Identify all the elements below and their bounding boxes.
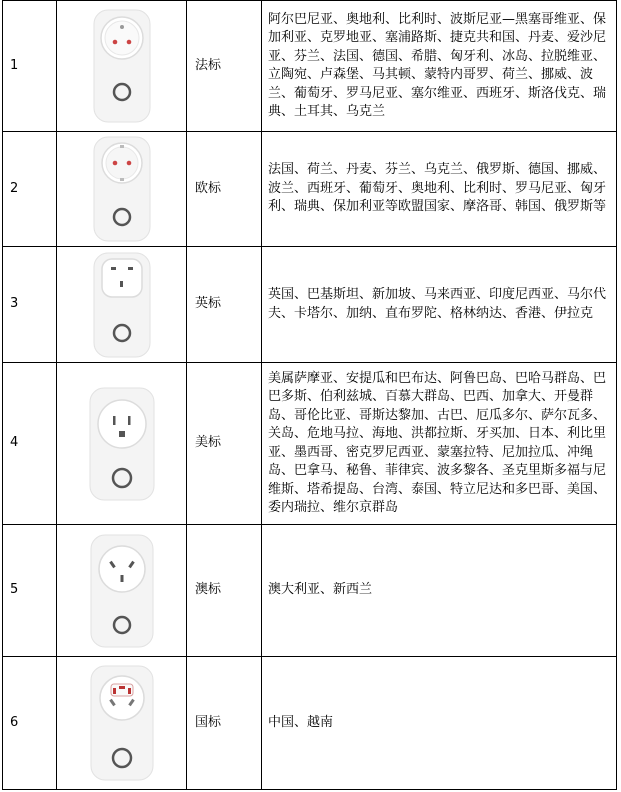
countries-text: 中国、越南 <box>262 657 617 790</box>
table-row <box>3 247 617 363</box>
australian-plug-icon <box>89 533 155 649</box>
french-plug-icon <box>92 8 152 124</box>
standard-label: 英标 <box>187 247 262 363</box>
us-plug-icon <box>88 386 156 502</box>
european-plug-icon <box>92 135 152 243</box>
table-row <box>3 363 617 525</box>
table-row <box>3 657 617 790</box>
countries-text: 英国、巴基斯坦、新加坡、马来西亚、印度尼西亚、马尔代夫、卡塔尔、加纳、直布罗陀、格林纳达、香港、伊拉克 <box>262 247 617 363</box>
row-number: 5 <box>3 525 57 657</box>
plug-image-cell <box>57 657 187 790</box>
standard-label: 法标 <box>187 1 262 132</box>
plug-image-cell <box>57 363 187 525</box>
row-number: 2 <box>3 132 57 247</box>
chinese-plug-icon <box>89 664 155 782</box>
plug-image-cell <box>57 132 187 247</box>
plug-standards-table <box>2 0 617 790</box>
uk-plug-icon <box>92 251 152 359</box>
plug-image-cell <box>57 247 187 363</box>
countries-text: 美属萨摩亚、安提瓜和巴布达、阿鲁巴岛、巴哈马群岛、巴巴多斯、伯利兹城、百慕大群岛、巴西、加拿大、开曼群岛、哥伦比亚、哥斯达黎加、古巴、厄瓜多尔、萨尔瓦多、关岛、危地马拉、海地、洪都拉斯、牙买加、日本、利比里亚、墨西哥、密克罗尼西亚、蒙塞拉特、尼加拉瓜、冲绳岛、巴拿马、秘鲁、菲律宾、波多黎各、圣克里斯多福与尼维斯、塔希提岛、台湾、泰国、特立尼达和多巴哥、美国、委内瑞拉、维尔京群岛 <box>262 363 617 525</box>
row-number: 3 <box>3 247 57 363</box>
table-row <box>3 1 617 132</box>
plug-image-cell <box>57 525 187 657</box>
standard-label: 美标 <box>187 363 262 525</box>
standard-label: 欧标 <box>187 132 262 247</box>
standard-label: 澳标 <box>187 525 262 657</box>
countries-text: 阿尔巴尼亚、奥地利、比利时、波斯尼亚—黑塞哥维亚、保加利亚、克罗地亚、塞浦路斯、捷克共和国、丹麦、爱沙尼亚、芬兰、法国、德国、希腊、匈牙利、冰岛、拉脱维亚、立陶宛、卢森堡、马其顿、蒙特内哥罗、荷兰、挪威、波兰、葡萄牙、罗马尼亚、塞尔维亚、西班牙、斯洛伐克、瑞典、土耳其、乌克兰 <box>262 1 617 132</box>
row-number: 1 <box>3 1 57 132</box>
row-number: 4 <box>3 363 57 525</box>
standard-label: 国标 <box>187 657 262 790</box>
plug-image-cell <box>57 1 187 132</box>
table-row <box>3 525 617 657</box>
countries-text: 法国、荷兰、丹麦、芬兰、乌克兰、俄罗斯、德国、挪威、波兰、西班牙、葡萄牙、奥地利、比利时、罗马尼亚、匈牙利、瑞典、保加利亚等欧盟国家、摩洛哥、韩国、俄罗斯等 <box>262 132 617 247</box>
countries-text: 澳大利亚、新西兰 <box>262 525 617 657</box>
table-row <box>3 132 617 247</box>
row-number: 6 <box>3 657 57 790</box>
